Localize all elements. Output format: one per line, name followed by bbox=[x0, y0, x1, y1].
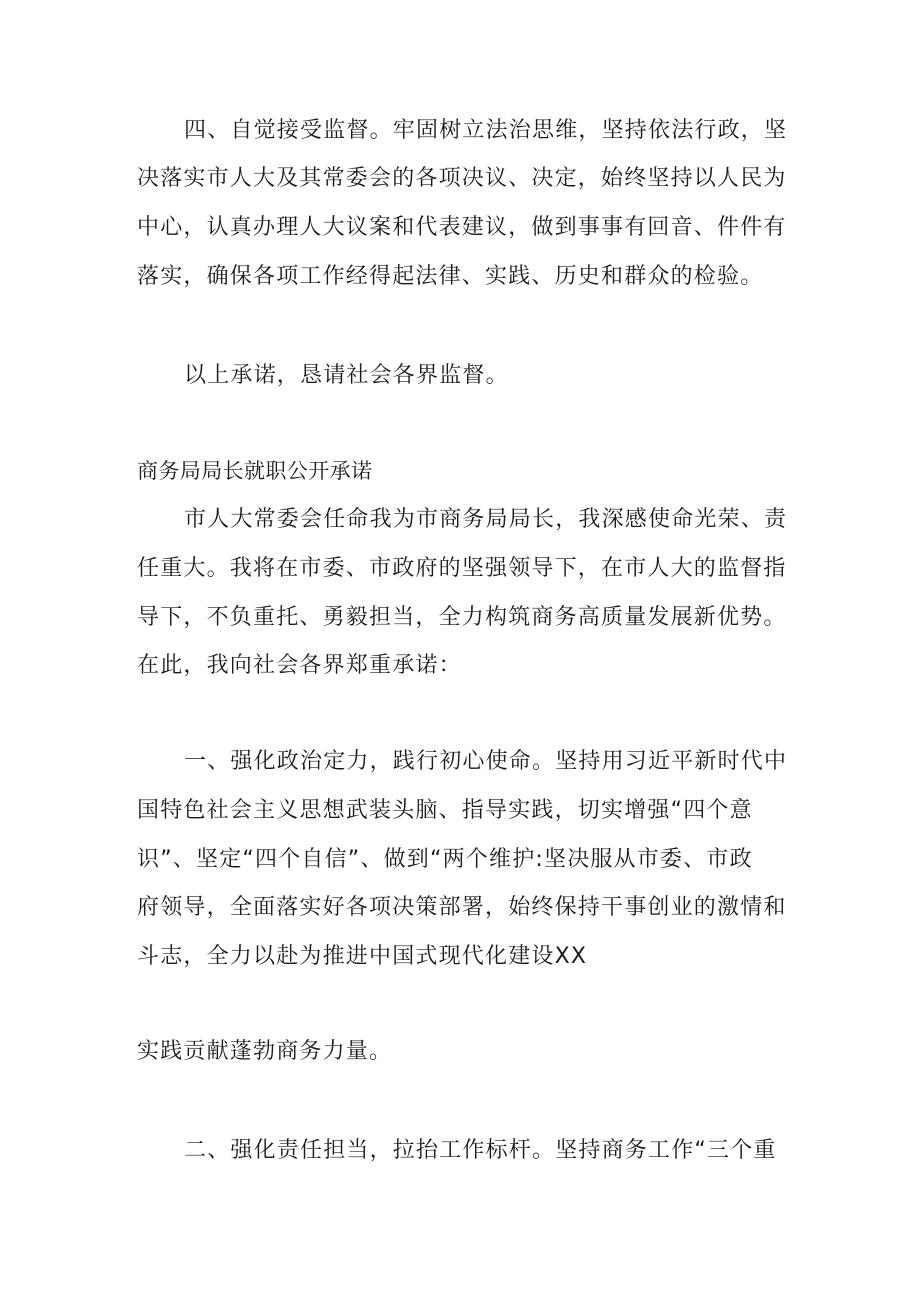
section4-line-3: 中心，认真办理人大议案和代表建议，做到事事有回音、件件有 bbox=[137, 215, 787, 240]
pledge1-line-4: 府领导，全面落实好各项决策部署，始终保持干事创业的激情和 bbox=[137, 895, 787, 920]
pledge1-continuation: 实践贡献蓬勃商务力量。 bbox=[137, 1039, 393, 1064]
intro-line-3: 导下，不负重托、勇毅担当，全力构筑商务高质量发展新优势。 bbox=[137, 605, 787, 630]
pledge1-line-2: 国特色社会主义思想武装头脑、指导实践，切实增强“四个意 bbox=[137, 798, 753, 823]
document-heading: 商务局局长就职公开承诺 bbox=[137, 459, 373, 483]
section4-line-1: 四、自觉接受监督。牢固树立法治思维，坚持依法行政，坚 bbox=[184, 118, 788, 143]
pledge1-line-3: 识”、坚定“四个自信”、做到“两个维护:坚决服从市委、市政 bbox=[137, 847, 753, 872]
section4-line-4: 落实，确保各项工作经得起法律、实践、历史和群众的检验。 bbox=[137, 264, 764, 289]
pledge1-line-1: 一、强化政治定力，践行初心使命。坚持用习近平新时代中 bbox=[184, 749, 788, 774]
closing-sentence: 以上承诺，恳请社会各界监督。 bbox=[184, 363, 509, 388]
intro-line-4: 在此，我向社会各界郑重承诺： bbox=[137, 653, 462, 678]
pledge1-line-5: 斗志，全力以赴为推进中国式现代化建设XX bbox=[137, 944, 588, 969]
intro-line-2: 任重大。我将在市委、市政府的坚强领导下，在市人大的监督指 bbox=[137, 556, 787, 581]
section4-line-2: 决落实市人大及其常委会的各项决议、决定，始终坚持以人民为 bbox=[137, 166, 787, 191]
intro-line-1: 市人大常委会任命我为市商务局局长，我深感使命光荣、责 bbox=[184, 507, 788, 532]
pledge2-line-1: 二、强化责任担当，拉抬工作标杆。坚持商务工作“三个重 bbox=[184, 1138, 777, 1163]
